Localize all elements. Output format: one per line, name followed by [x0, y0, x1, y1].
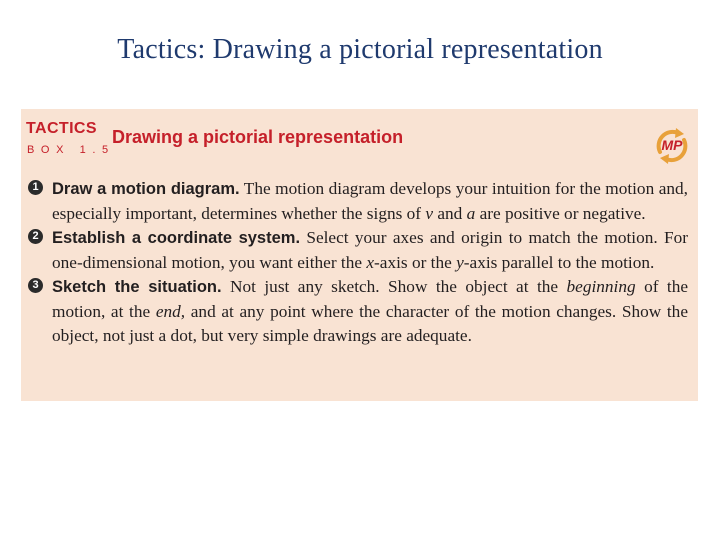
step-lead: Draw a motion diagram.: [52, 180, 240, 198]
tactics-box: [21, 109, 698, 401]
step-text-segment: Select your axes and origin to match the motion. For one-dimensional motion, you want either the: [52, 228, 688, 272]
step-text-segment: -axis or the: [374, 252, 457, 272]
step-number-badge: 2: [28, 229, 43, 244]
step-lead: Establish a coordinate system.: [52, 229, 301, 247]
step-text-italic: a: [466, 203, 476, 223]
mp-cycle-icon: [652, 126, 692, 166]
step-text-italic: y: [456, 252, 464, 272]
tactic-step: [27, 177, 688, 226]
step-text: [52, 275, 688, 349]
step-number-badge: 3: [28, 278, 43, 293]
step-text-segment: of the motion, at the: [52, 277, 689, 321]
step-text-segment: and at any point where the character of the motion changes. Show the object, not just a dot, but very simple drawings are adequate.: [52, 301, 688, 345]
step-text-italic: x: [366, 252, 375, 272]
mp-badge-text: MP: [661, 137, 683, 153]
step-text-italic: end,: [155, 301, 186, 321]
tactics-label: TACTICS: [26, 120, 97, 137]
step-text-segment: -axis parallel to the motion.: [463, 252, 655, 272]
step-text-segment: Not just any sketch. Show the object at the: [221, 277, 567, 296]
step-text: [52, 226, 688, 275]
step-text: [52, 177, 688, 226]
step-text-segment: are positive or negative.: [475, 203, 646, 223]
slide-title: Tactics: Drawing a pictorial representation: [117, 34, 603, 65]
tactics-box-header: [21, 109, 698, 179]
tactics-steps-list: [27, 177, 688, 349]
step-text-italic: beginning: [566, 277, 636, 296]
step-text-segment: and: [433, 203, 467, 223]
step-number-badge: 1: [28, 180, 43, 195]
box-number: BOX 1.5: [27, 144, 115, 156]
step-lead: Sketch the situation.: [52, 278, 222, 296]
step-text-segment: The motion diagram develops your intuition for the motion and, especially important, determines whether the signs of: [52, 179, 688, 223]
tactic-step: [27, 275, 688, 349]
tactic-step: [27, 226, 688, 275]
step-text-italic: v: [425, 203, 434, 223]
box-title: Drawing a pictorial representation: [112, 127, 404, 147]
